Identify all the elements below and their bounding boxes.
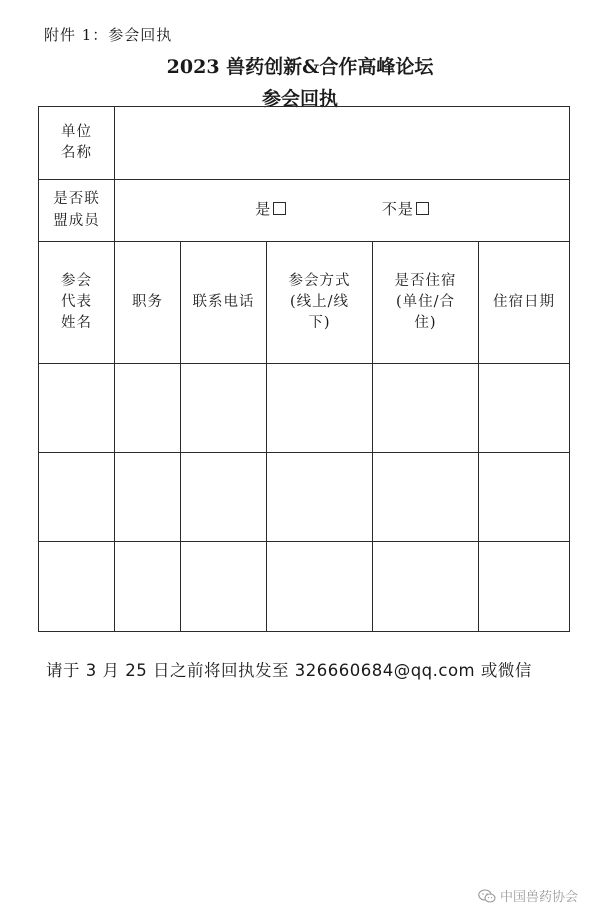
member-label: 是否联盟成员 xyxy=(53,191,100,229)
table-cell[interactable] xyxy=(115,453,181,542)
attachment-label: 附件 1：参会回执 xyxy=(44,26,173,44)
col-rep-name xyxy=(39,242,115,364)
col-lodging xyxy=(373,242,479,364)
table-cell[interactable] xyxy=(479,453,570,542)
table-cell[interactable] xyxy=(39,453,115,542)
member-choice-cell xyxy=(115,180,570,242)
document-subtitle: 参会回执 xyxy=(261,88,338,110)
submission-note: 请于 3 月 25 日之前将回执发至 326660684@qq.com 或微信 xyxy=(46,661,532,680)
col-position-label: 职务 xyxy=(132,293,163,310)
table-cell[interactable] xyxy=(115,364,181,453)
table-cell[interactable] xyxy=(39,542,115,632)
table-row xyxy=(39,453,570,542)
col-lodging-label: 是否住宿(单住/合住) xyxy=(394,272,457,331)
table-cell[interactable] xyxy=(267,453,373,542)
member-yes-option[interactable] xyxy=(255,199,286,221)
table-cell[interactable] xyxy=(181,453,267,542)
member-no-checkbox[interactable] xyxy=(416,202,429,215)
table-row xyxy=(39,542,570,632)
col-attend-mode xyxy=(267,242,373,364)
col-lodging-date-label: 住宿日期 xyxy=(493,293,556,310)
header-row xyxy=(39,242,570,364)
table-cell[interactable] xyxy=(181,364,267,453)
col-attend-mode-label: 参会方式(线上/线下) xyxy=(288,272,351,331)
table-cell[interactable] xyxy=(479,542,570,632)
table-cell[interactable] xyxy=(373,364,479,453)
table-cell[interactable] xyxy=(373,453,479,542)
table-cell[interactable] xyxy=(267,364,373,453)
member-label-cell xyxy=(39,180,115,242)
unit-name-label: 单位名称 xyxy=(61,123,92,161)
unit-name-label-cell xyxy=(39,107,115,180)
table-row xyxy=(39,364,570,453)
table-cell[interactable] xyxy=(181,542,267,632)
watermark-text: 中国兽药协会 xyxy=(499,890,578,905)
unit-name-row xyxy=(39,107,570,180)
col-position xyxy=(115,242,181,364)
watermark xyxy=(478,886,578,905)
table-cell[interactable] xyxy=(479,364,570,453)
table-cell[interactable] xyxy=(115,542,181,632)
unit-name-field[interactable] xyxy=(115,107,570,180)
member-yes-label: 是 xyxy=(255,200,272,219)
reply-form-table xyxy=(38,106,570,632)
col-lodging-date xyxy=(479,242,570,364)
document-title: 2023 兽药创新&合作高峰论坛 xyxy=(166,56,434,78)
member-yes-checkbox[interactable] xyxy=(273,202,286,215)
table-cell[interactable] xyxy=(39,364,115,453)
table-cell[interactable] xyxy=(373,542,479,632)
col-phone xyxy=(181,242,267,364)
table-cell[interactable] xyxy=(267,542,373,632)
wechat-icon xyxy=(478,889,496,903)
member-no-label: 不是 xyxy=(381,200,414,219)
member-no-option[interactable] xyxy=(382,199,429,221)
member-row xyxy=(39,180,570,242)
col-rep-name-label: 参会代表姓名 xyxy=(61,272,92,331)
col-phone-label: 联系电话 xyxy=(192,293,255,310)
